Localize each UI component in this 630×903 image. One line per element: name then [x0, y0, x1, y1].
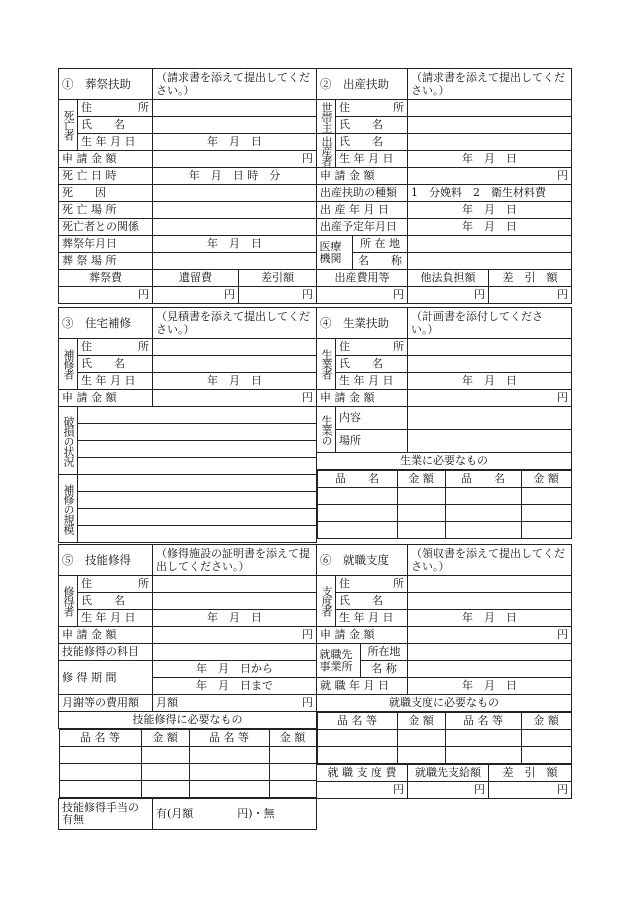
amount-label: 申 請 金 額 — [59, 151, 153, 168]
amount-cell[interactable] — [521, 488, 571, 505]
section-title: ③ 住宅補修 — [59, 308, 153, 339]
address-label: 住 所 — [336, 576, 408, 593]
address-field[interactable] — [153, 576, 317, 593]
section-funeral — [58, 68, 316, 304]
name-label: 氏 名 — [78, 593, 153, 610]
needs-header: 就職支度に必要なもの — [317, 695, 572, 712]
mother-name-label: 氏 名 — [336, 134, 408, 151]
funeral-place-field[interactable] — [153, 253, 317, 270]
address-label: 住 所 — [78, 339, 153, 356]
amount-cell[interactable] — [141, 747, 189, 764]
birth-label: 生 年 月 日 — [336, 610, 408, 627]
amount-cell[interactable] — [521, 522, 571, 539]
amount-cell[interactable] — [397, 505, 445, 522]
other-header: 他法負担額 — [408, 270, 489, 287]
item-header: 品 名 等 — [317, 713, 397, 730]
item-header: 品 名 — [317, 471, 397, 488]
funeral-place-label: 葬 祭 場 所 — [59, 253, 153, 270]
birth-label: 生 年 月 日 — [336, 151, 408, 168]
cost-field[interactable]: 円 — [317, 287, 408, 304]
address-label: 住 所 — [78, 100, 153, 117]
net-header: 差 引 額 — [489, 765, 572, 782]
section-note: （請求書を添えて提出してくだ さい。） — [153, 69, 317, 100]
amount-field[interactable]: 円 — [408, 168, 572, 185]
name-field[interactable] — [153, 117, 317, 134]
place-field[interactable] — [153, 202, 317, 219]
job-name-field[interactable] — [408, 661, 571, 678]
name-label: 氏 名 — [336, 356, 408, 373]
section-title: ② 出産扶助 — [317, 69, 408, 100]
group-label: 死亡者 — [59, 100, 78, 151]
address-field[interactable] — [153, 100, 317, 117]
section-title: ④ 生業扶助 — [317, 308, 408, 339]
name-field[interactable] — [153, 593, 317, 610]
amount-cell[interactable] — [397, 522, 445, 539]
cause-label: 死 因 — [59, 185, 153, 202]
amount-cell[interactable] — [141, 781, 189, 798]
birth-label: 生 年 月 日 — [78, 610, 153, 627]
scale-line[interactable] — [78, 492, 317, 509]
medical-label: 医療機関 — [317, 236, 353, 269]
amount-header-2: 金 額 — [521, 713, 571, 730]
amount-cell[interactable] — [397, 488, 445, 505]
allowance-field[interactable]: 有(月額 円)・無 — [153, 799, 317, 830]
med-name-label: 名 称 — [353, 253, 408, 270]
period-label: 修 得 期 間 — [59, 661, 153, 695]
section-note: （計画書を添付してくださ い。） — [408, 308, 572, 339]
section-housing — [58, 307, 316, 543]
birth-field[interactable]: 年 月 日 — [408, 373, 572, 390]
job-date-label: 就 職 年 月 日 — [317, 678, 408, 695]
location-field[interactable] — [408, 430, 572, 453]
item-cell[interactable] — [445, 488, 521, 505]
amount-header-2: 金 額 — [269, 730, 316, 747]
prep-cost-field[interactable]: 円 — [317, 782, 408, 799]
funeral-date-field[interactable]: 年 月 日 — [153, 236, 317, 253]
address-field[interactable] — [408, 100, 572, 117]
section-note: （領収書を添えて提出してくだ さい。） — [408, 545, 572, 576]
amount-header: 金 額 — [397, 471, 445, 488]
death-datetime-field[interactable]: 年 月 日 時 分 — [153, 168, 317, 185]
job-name-label: 名 称 — [361, 661, 408, 678]
location-label: 場所 — [336, 430, 408, 453]
section-title: ⑤ 技能修得 — [59, 545, 153, 576]
item-cell[interactable] — [189, 747, 269, 764]
group-label: 補修者 — [59, 339, 78, 390]
name-label: 氏 名 — [78, 356, 153, 373]
item-header-2: 品 名 等 — [189, 730, 269, 747]
name-label: 氏 名 — [78, 117, 153, 134]
due-date-field[interactable]: 年 月 日 — [408, 219, 572, 236]
prep-cost-header: 就 職 支 度 費 — [317, 765, 408, 782]
item-cell[interactable] — [317, 488, 397, 505]
med-addr-label: 所 在 地 — [353, 236, 408, 253]
item-cell[interactable] — [317, 522, 397, 539]
net-field[interactable]: 円 — [239, 287, 317, 304]
birth-field[interactable]: 年 月 日 — [153, 373, 317, 390]
fee-field[interactable]: 月額 円 — [153, 695, 317, 712]
birth-field[interactable]: 年 月 日 — [153, 610, 317, 627]
name-label: 氏 名 — [336, 593, 408, 610]
scale-line[interactable] — [78, 526, 317, 543]
amount-header: 金 額 — [141, 730, 189, 747]
other-field[interactable]: 円 — [408, 287, 489, 304]
group-label: 支度者 — [317, 576, 336, 627]
damage-line[interactable] — [78, 441, 317, 458]
item-cell[interactable] — [445, 505, 521, 522]
relation-label: 死亡者との関係 — [59, 219, 153, 236]
birth-label: 生 年 月 日 — [336, 373, 408, 390]
address-label: 住 所 — [336, 339, 408, 356]
section-note: （請求書を添えて提出してくだ さい。） — [408, 69, 572, 100]
name-field[interactable] — [153, 356, 317, 373]
subject-field[interactable] — [153, 644, 317, 661]
biz-label: 生業の — [317, 407, 336, 453]
amount-field[interactable]: 円 — [408, 390, 572, 407]
birth-field[interactable]: 年 月 日 — [408, 610, 572, 627]
job-date-field[interactable]: 年 月 日 — [408, 678, 572, 695]
amount-field[interactable]: 円 — [153, 627, 317, 644]
address-field[interactable] — [408, 576, 572, 593]
item-cell[interactable] — [445, 522, 521, 539]
damage-label: 破損の状況 — [59, 407, 78, 475]
name-field[interactable] — [408, 593, 572, 610]
section-skills — [58, 544, 316, 830]
birth-label: 生 年 月 日 — [78, 134, 153, 151]
item-header: 品 名 等 — [59, 730, 141, 747]
content-label: 内容 — [336, 407, 408, 430]
amount-field[interactable]: 円 — [408, 627, 572, 644]
head-group-label: 世帯主 — [317, 100, 336, 134]
job-addr-field[interactable] — [408, 644, 571, 661]
amount-cell[interactable] — [269, 781, 316, 798]
section-livelihood — [316, 307, 571, 539]
due-date-label: 出産予定年月日 — [317, 219, 408, 236]
application-form — [58, 68, 571, 832]
scale-label: 補修の規模 — [59, 475, 78, 543]
birth-label: 生 年 月 日 — [78, 373, 153, 390]
item-cell[interactable] — [59, 781, 141, 798]
funeral-date-label: 葬祭年月日 — [59, 236, 153, 253]
address-field[interactable] — [408, 339, 572, 356]
item-cell[interactable] — [445, 730, 521, 747]
section-note: （見積書を添えて提出してくだ さい。） — [153, 308, 317, 339]
employer-paid-field[interactable]: 円 — [408, 782, 489, 799]
amount-label: 申 請 金 額 — [317, 627, 408, 644]
birth-date-label: 出 産 年 月 日 — [317, 202, 408, 219]
allowance-label: 技能修得手当の有無 — [59, 799, 153, 830]
amount-cell[interactable] — [397, 730, 445, 747]
subject-label: 技能修得の科目 — [59, 644, 153, 661]
amount-header: 金 額 — [397, 713, 445, 730]
cost-header: 出産費用等 — [317, 270, 408, 287]
amount-label: 申 請 金 額 — [59, 627, 153, 644]
item-header-2: 品 名 等 — [445, 713, 521, 730]
item-cell[interactable] — [317, 505, 397, 522]
item-cell[interactable] — [59, 747, 141, 764]
item-cell[interactable] — [317, 730, 397, 747]
remaining-field[interactable]: 円 — [153, 287, 239, 304]
address-label: 住 所 — [78, 576, 153, 593]
med-name-field[interactable] — [408, 253, 571, 270]
item-cell[interactable] — [317, 747, 397, 764]
net-field[interactable]: 円 — [489, 782, 572, 799]
section-employment — [316, 544, 571, 799]
funeral-cost-header: 葬祭費 — [59, 270, 153, 287]
funeral-cost-field[interactable]: 円 — [59, 287, 153, 304]
job-label: 就職先事業所 — [317, 644, 361, 677]
net-header: 差 引 額 — [489, 270, 572, 287]
amount-cell[interactable] — [269, 764, 316, 781]
type-field[interactable]: 1 分娩料 2 衛生材料費 — [408, 185, 572, 202]
amount-field[interactable]: 円 — [153, 151, 317, 168]
section-title: ① 葬祭扶助 — [59, 69, 153, 100]
amount-field[interactable]: 円 — [153, 390, 317, 407]
scale-line[interactable] — [78, 475, 317, 492]
name-field[interactable] — [408, 117, 572, 134]
damage-line[interactable] — [78, 458, 317, 475]
med-addr-field[interactable] — [408, 236, 571, 253]
relation-field[interactable] — [153, 219, 317, 236]
remaining-header: 遺留費 — [153, 270, 239, 287]
section-note: （修得施設の証明書を添えて提 出してください。） — [153, 545, 317, 576]
amount-header-2: 金 額 — [521, 471, 571, 488]
damage-line[interactable] — [78, 424, 317, 441]
amount-cell[interactable] — [269, 747, 316, 764]
group-label: 生業者 — [317, 339, 336, 390]
item-cell[interactable] — [189, 764, 269, 781]
name-label: 氏 名 — [336, 117, 408, 134]
needs-header: 技能修得に必要なもの — [59, 712, 317, 729]
amount-cell[interactable] — [521, 730, 571, 747]
amount-label: 申 請 金 額 — [317, 390, 408, 407]
place-label: 死 亡 場 所 — [59, 202, 153, 219]
item-header-2: 品 名 — [445, 471, 521, 488]
amount-cell[interactable] — [397, 747, 445, 764]
content-field[interactable] — [408, 407, 572, 430]
birth-date-field[interactable]: 年 月 日 — [408, 202, 572, 219]
amount-label: 申 請 金 額 — [59, 390, 153, 407]
item-cell[interactable] — [59, 764, 141, 781]
section-title: ⑥ 就職支度 — [317, 545, 408, 576]
type-label: 出産扶助の種類 — [317, 185, 408, 202]
amount-cell[interactable] — [521, 505, 571, 522]
birth-field[interactable]: 年 月 日 — [408, 151, 572, 168]
scale-line[interactable] — [78, 509, 317, 526]
item-cell[interactable] — [189, 781, 269, 798]
damage-line[interactable] — [78, 407, 317, 424]
amount-label: 申 請 金 額 — [317, 168, 408, 185]
employer-paid-header: 就職先支給額 — [408, 765, 489, 782]
needs-header: 生業に必要なもの — [317, 453, 572, 470]
mother-group-label: 出産者 — [317, 134, 336, 168]
mother-name-field[interactable] — [408, 134, 572, 151]
fee-label: 月謝等の費用額 — [59, 695, 153, 712]
section-childbirth — [316, 68, 571, 304]
death-datetime-label: 死 亡 日 時 — [59, 168, 153, 185]
net-header: 差引額 — [239, 270, 317, 287]
item-cell[interactable] — [445, 747, 521, 764]
group-label: 修得者 — [59, 576, 78, 627]
address-field[interactable] — [153, 339, 317, 356]
amount-cell[interactable] — [521, 747, 571, 764]
net-field[interactable]: 円 — [489, 287, 572, 304]
name-field[interactable] — [408, 356, 572, 373]
address-label: 住 所 — [336, 100, 408, 117]
cause-field[interactable] — [153, 185, 317, 202]
job-addr-label: 所在地 — [361, 644, 408, 661]
period-from-field[interactable]: 年 月 日から — [153, 661, 317, 678]
period-to-field[interactable]: 年 月 日まで — [153, 678, 317, 695]
amount-cell[interactable] — [141, 764, 189, 781]
birth-field[interactable]: 年 月 日 — [153, 134, 317, 151]
